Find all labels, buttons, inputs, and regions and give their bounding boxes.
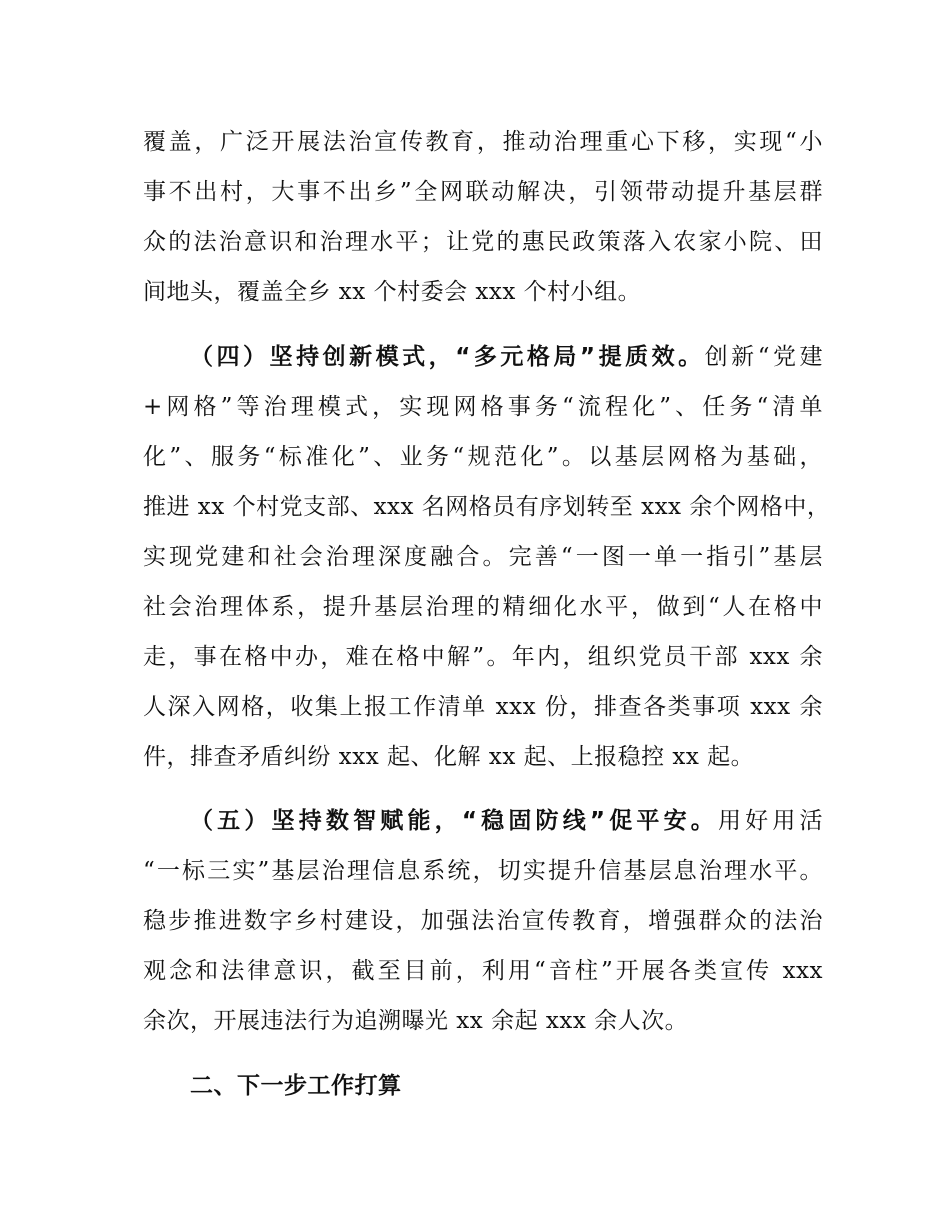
paragraph-line: 间地头，覆盖全乡 xx 个村委会 xxx 个村小组。 — [143, 279, 642, 305]
paragraph-line: 观念和法律意识，截至目前，利用“音柱”开展各类宣传 xxx — [143, 958, 823, 984]
section-4-heading-tail: 创新“党建 — [704, 344, 823, 370]
paragraph-line: 人深入网格，收集上报工作清单 xxx 份，排查各类事项 xxx 余 — [143, 694, 823, 720]
paragraph-line: 稳步推进数字乡村建设，加强法治宣传教育，增强群众的法治 — [143, 908, 823, 934]
paragraph-line: 覆盖，广泛开展法治宣传教育，推动治理重心下移，实现“小 — [143, 129, 823, 155]
section-4-first-line — [190, 337, 823, 377]
section-5-first-line — [190, 801, 823, 841]
section-5-heading: （五）坚持数智赋能，“稳固防线”促平安。 — [190, 808, 718, 834]
section-title: 二、下一步工作打算 — [190, 1073, 402, 1099]
paragraph-line: “一标三实”基层治理信息系统，切实提升信基层息治理水平。 — [143, 858, 823, 884]
paragraph-line: 社会治理体系，提升基层治理的精细化水平，做到“人在格中 — [143, 594, 823, 620]
paragraph-line: 化”、服务“标准化”、业务“规范化”。以基层网格为基础， — [143, 444, 823, 470]
paragraph-line: 事不出村，大事不出乡”全网联动解决，引领带动提升基层群 — [143, 179, 823, 205]
paragraph-line: 走，事在格中办，难在格中解”。年内，组织党员干部 xxx 余 — [143, 644, 823, 670]
section-4-heading: （四）坚持创新模式，“多元格局”提质效。 — [190, 344, 705, 370]
section-5-heading-tail: 用好用活 — [717, 808, 824, 834]
paragraph-line: +网格”等治理模式，实现网格事务“流程化”、任务“清单 — [143, 394, 823, 420]
paragraph-line: 推进 xx 个村党支部、xxx 名网格员有序划转至 xxx 余个网格中， — [143, 494, 831, 520]
paragraph-line: 余次，开展违法行为追溯曝光 xx 余起 xxx 余人次。 — [143, 1008, 689, 1034]
paragraph-line: 众的法治意识和治理水平；让党的惠民政策落入农家小院、田 — [143, 229, 823, 255]
paragraph-line: 件，排查矛盾纠纷 xxx 起、化解 xx 起、上报稳控 xx 起。 — [143, 744, 755, 770]
paragraph-line: 实现党建和社会治理深度融合。完善“一图一单一指引”基层 — [143, 544, 823, 570]
